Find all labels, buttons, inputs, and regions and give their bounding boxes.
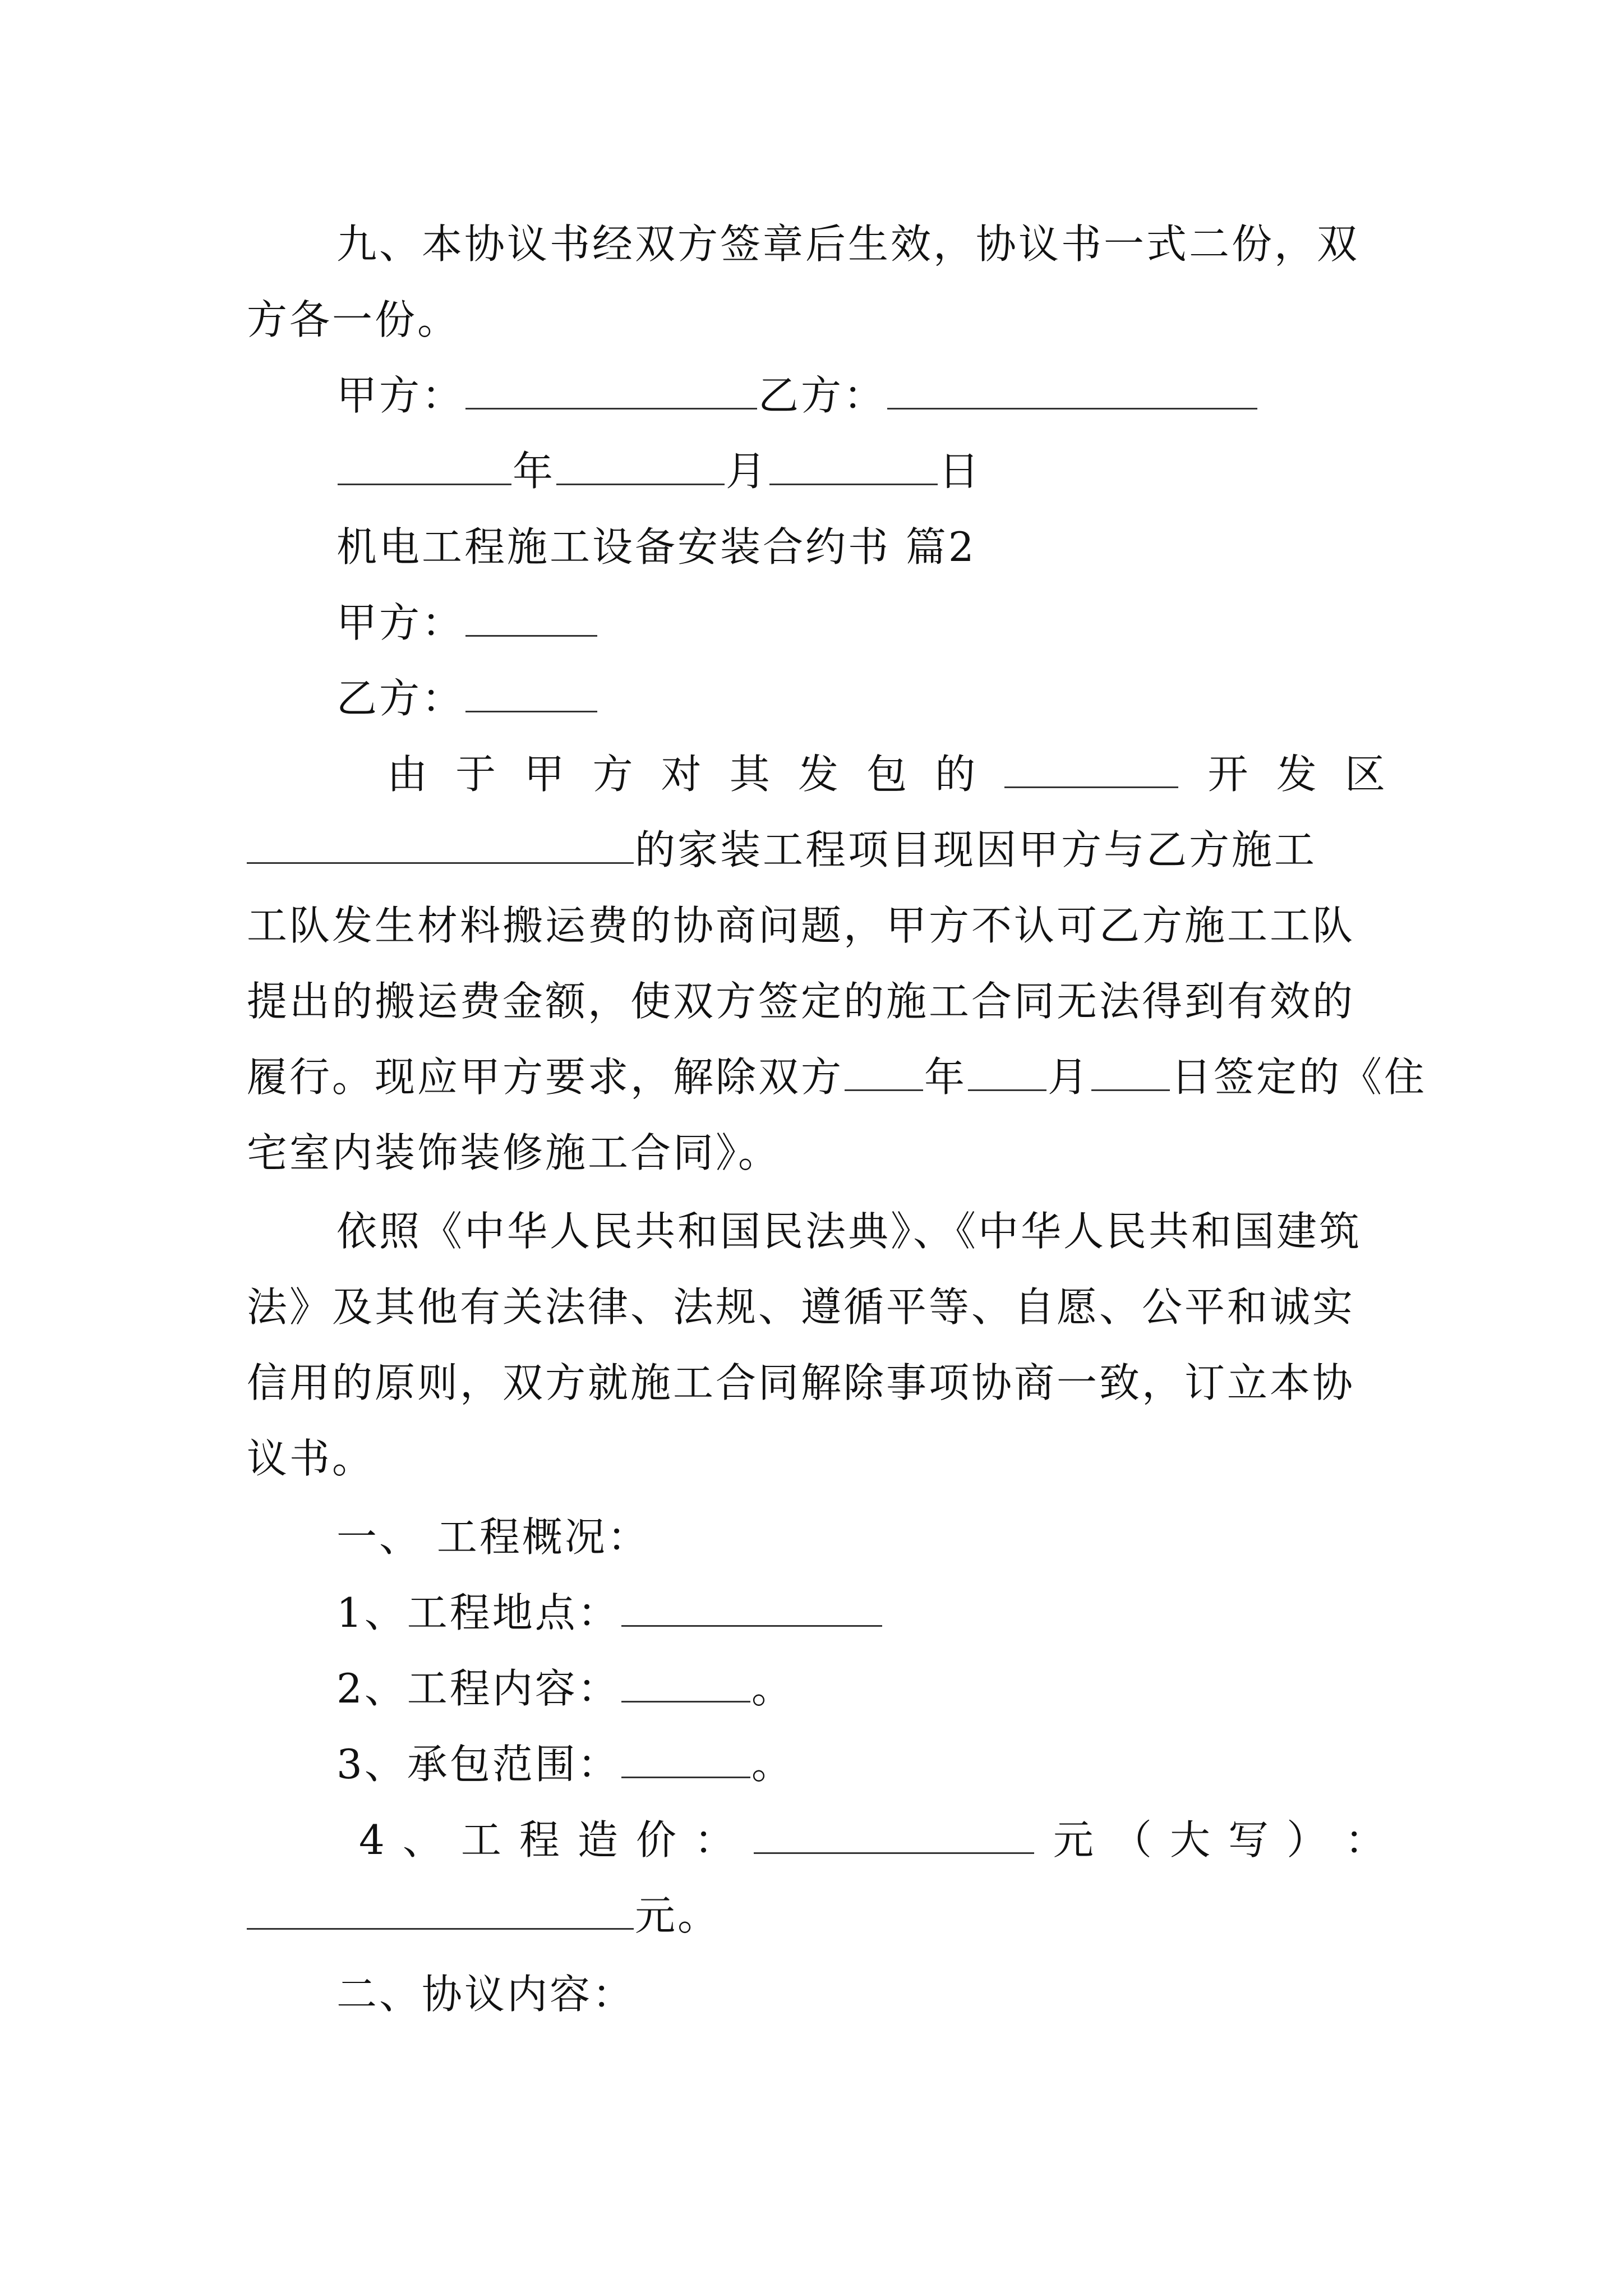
- item-4-char: 造: [577, 1816, 618, 1864]
- basis-line-2-text: 法》及其他有关法律、法规、遵循平等、自愿、公平和诚实: [247, 1283, 1355, 1331]
- intro-line-2-text: 的家装工程项目现因甲方与乙方施工: [635, 826, 1317, 873]
- zone-name-blank[interactable]: [1004, 747, 1178, 788]
- project-address-blank[interactable]: [247, 823, 634, 864]
- item-4-char: 4: [359, 1816, 385, 1864]
- section-two-heading: [336, 1966, 1385, 2022]
- signature-row: [336, 367, 1385, 424]
- item-2-row: [336, 1660, 1385, 1717]
- intro-char: 开: [1207, 751, 1248, 798]
- intro-char: 于: [455, 751, 496, 798]
- item-1-row: [336, 1585, 1385, 1641]
- intro-char: 发: [797, 751, 838, 798]
- party-b-row: [336, 670, 1385, 726]
- item-2-label: 2、工程内容：: [336, 1665, 620, 1712]
- contract-title: [336, 519, 1385, 575]
- section-two-text: 二、协议内容：: [336, 1971, 635, 2018]
- clause-nine-line-2: [247, 292, 1385, 348]
- item-4-char: 工: [460, 1816, 501, 1864]
- item-4-row-2: [247, 1888, 1385, 1944]
- month-label: 月: [726, 448, 769, 495]
- intro-char: 发: [1276, 751, 1317, 798]
- item-4-end: 元。: [635, 1892, 721, 1939]
- intro-line-5: [247, 1049, 1427, 1105]
- intro-line-4: [247, 973, 1385, 1029]
- party-b-label: 乙方：: [758, 372, 887, 419]
- item-4-char: 写: [1228, 1816, 1269, 1864]
- party-a-blank[interactable]: [465, 369, 757, 409]
- intro-char: 包: [866, 751, 907, 798]
- item-3-row: [336, 1736, 1385, 1792]
- basis-line-1: [336, 1203, 1385, 1259]
- month-blank[interactable]: [556, 444, 725, 485]
- intro-char: 由: [387, 751, 428, 798]
- intro-line-5-month: 月: [1048, 1053, 1091, 1101]
- sign-month-blank[interactable]: [968, 1050, 1046, 1091]
- party-a-label-2: 甲方：: [336, 599, 465, 646]
- intro-line-5-year: 年: [924, 1053, 967, 1101]
- intro-line-4-text: 提出的搬运费金额，使双方签定的施工合同无法得到有效的: [247, 978, 1355, 1025]
- party-a-name-blank[interactable]: [465, 596, 597, 637]
- item-4-char: ：: [694, 1816, 735, 1864]
- intro-line-5-text-a: 履行。现应甲方要求，解除双方: [247, 1053, 844, 1101]
- item-4-char: 元: [1053, 1816, 1094, 1864]
- basis-line-4-text: 议书。: [247, 1435, 375, 1482]
- basis-line-4: [247, 1430, 1385, 1487]
- clause-nine-line-1: [336, 216, 1385, 272]
- basis-line-3-text: 信用的原则，双方就施工合同解除事项协商一致，订立本协: [247, 1359, 1355, 1406]
- section-one-text: 一、 工程概况：: [336, 1513, 650, 1561]
- sign-day-blank[interactable]: [1091, 1050, 1170, 1091]
- intro-line-2: [247, 822, 1385, 878]
- item-2-end: 。: [751, 1665, 794, 1712]
- intro-line-3-text: 工队发生材料搬运费的协商问题，甲方不认可乙方施工工队: [247, 902, 1355, 949]
- intro-line-5-text-d: 日签定的《住: [1171, 1053, 1427, 1101]
- item-4-char: （: [1111, 1816, 1152, 1864]
- item-4-char: 、: [402, 1816, 443, 1864]
- item-4-char: 大: [1169, 1816, 1210, 1864]
- intro-line-1: [387, 746, 1385, 802]
- year-label: 年: [513, 448, 556, 495]
- basis-line-1-text: 依照《中华人民共和国民法典》、《中华人民共和国建筑: [336, 1208, 1362, 1255]
- clause-nine-text-cont: 方各一份。: [247, 296, 460, 343]
- item-4-row: [359, 1812, 1385, 1868]
- intro-char: 甲: [524, 751, 565, 798]
- party-b-name-blank[interactable]: [465, 671, 597, 712]
- intro-char: 区: [1344, 751, 1385, 798]
- section-one-heading: [336, 1509, 1385, 1565]
- item-4-char: 程: [519, 1816, 560, 1864]
- day-label: 日: [939, 448, 982, 495]
- project-location-blank[interactable]: [621, 1586, 882, 1627]
- party-a-label: 甲方：: [336, 372, 465, 419]
- item-4-char: ）: [1286, 1816, 1327, 1864]
- intro-line-3: [247, 898, 1385, 954]
- item-3-end: 。: [751, 1741, 794, 1788]
- project-content-blank[interactable]: [621, 1662, 750, 1703]
- date-row: [336, 443, 1385, 499]
- basis-line-2: [247, 1279, 1385, 1335]
- item-3-label: 3、承包范围：: [336, 1741, 620, 1788]
- item-4-char: ：: [1344, 1816, 1385, 1864]
- day-blank[interactable]: [769, 444, 938, 485]
- contract-title-text: 机电工程施工设备安装合约书 篇2: [336, 523, 976, 570]
- cost-amount-blank[interactable]: [754, 1813, 1034, 1854]
- sign-year-blank[interactable]: [845, 1050, 923, 1091]
- clause-nine-text: 九、本协议书经双方签章后生效，协议书一式二份，双: [336, 220, 1360, 268]
- year-blank[interactable]: [338, 444, 511, 485]
- intro-char: 方: [592, 751, 633, 798]
- intro-char: 对: [661, 751, 702, 798]
- intro-char: 其: [729, 751, 770, 798]
- item-1-label: 1、工程地点：: [336, 1589, 620, 1636]
- contract-scope-blank[interactable]: [621, 1737, 750, 1778]
- basis-line-3: [247, 1355, 1385, 1411]
- party-b-blank[interactable]: [887, 369, 1257, 409]
- item-4-char: 价: [635, 1816, 676, 1864]
- intro-line-6: [247, 1125, 1385, 1181]
- party-b-label-2: 乙方：: [336, 675, 465, 722]
- intro-line-6-text: 宅室内装饰装修施工合同》。: [247, 1129, 781, 1176]
- party-a-row: [336, 595, 1385, 651]
- intro-char: 的: [935, 751, 976, 798]
- cost-uppercase-blank[interactable]: [247, 1889, 634, 1930]
